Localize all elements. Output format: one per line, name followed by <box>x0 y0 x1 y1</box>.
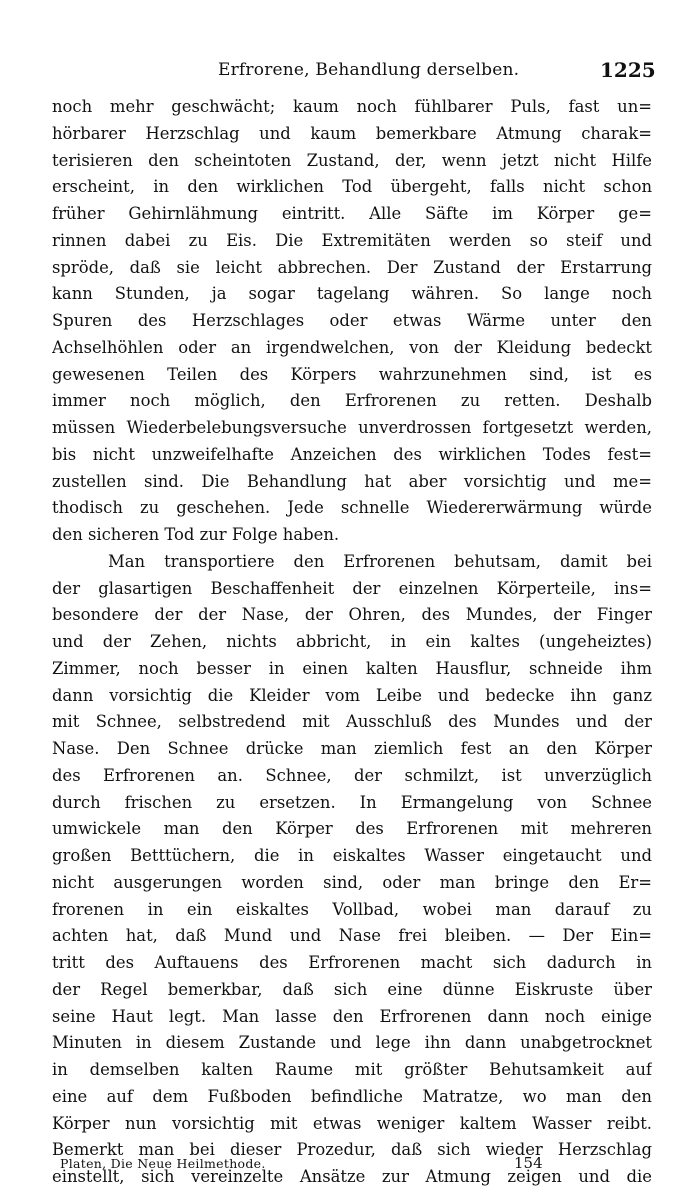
text-line: eine auf dem Fußboden befindliche Matratze, wo man den <box>52 1086 652 1106</box>
running-head-title: Erfrorene, Behandlung derselben. <box>218 60 520 80</box>
text-line: erscheint, in den wirklichen Tod übergeht, falls nicht schon <box>52 177 652 197</box>
text-line: Spuren des Herzschlages oder etwas Wärme unter den <box>52 311 652 330</box>
text-line: kann Stunden, ja sogar tagelang währen. So lange noch <box>52 284 652 304</box>
text-line: Körper nun vorsichtig mit etwas weniger kaltem Wasser reibt. <box>52 1113 652 1133</box>
text-line: mit Schnee, selbstredend mit Ausschluß des Mundes und der <box>52 712 652 732</box>
text-line: müssen Wiederbelebungsversuche unverdrossen fortgesetzt werden, <box>52 418 652 437</box>
text-line: früher Gehirnlähmung eintritt. Alle Säfte im Körper ge= <box>52 204 652 223</box>
text-line: immer noch möglich, den Erfrorenen zu retten. Deshalb <box>52 391 652 411</box>
text-line: in demselben kalten Raume mit größter Behutsamkeit auf <box>52 1060 652 1079</box>
text-line: durch frischen zu ersetzen. In Ermangelung von Schnee <box>52 792 652 812</box>
text-line: großen Betttüchern, die in eiskaltes Wasser eingetaucht und <box>52 846 652 865</box>
text-line: noch mehr geschwächt; kaum noch fühlbarer Puls, fast un= <box>52 97 652 116</box>
text-line: Zimmer, noch besser in einen kalten Hausflur, schneide ihm <box>52 658 652 678</box>
sheet-number: 154 <box>514 1154 543 1172</box>
text-line: bis nicht unzweifelhafte Anzeichen des wirklichen Todes fest= <box>52 444 652 464</box>
text-line: dann vorsichtig die Kleider vom Leibe und bedecke ihn ganz <box>52 685 652 705</box>
text-line: nicht ausgerungen worden sind, oder man bringe den Er= <box>52 872 652 892</box>
page-footer <box>0 1156 700 1180</box>
text-line: und der Zehen, nichts abbricht, in ein kaltes (ungeheiztes) <box>52 632 652 651</box>
text-line: zustellen sind. Die Behandlung hat aber vorsichtig und me= <box>52 471 652 491</box>
text-line: Achselhöhlen oder an irgendwelchen, von der Kleidung bedeckt <box>52 337 652 357</box>
paragraph-end-line: den sicheren Tod zur Folge haben. <box>52 525 340 544</box>
text-line: terisieren den scheintoten Zustand, der, wenn jetzt nicht Hilfe <box>52 150 652 170</box>
text-line: spröde, daß sie leicht abbrechen. Der Zustand der Erstarrung <box>52 257 652 277</box>
text-line: rinnen dabei zu Eis. Die Extremitäten werden so steif und <box>52 230 652 250</box>
text-line: frorenen in ein eiskaltes Vollbad, wobei man darauf zu <box>52 899 652 919</box>
text-line: der Regel bemerkbar, daß sich eine dünne Eiskruste über <box>52 979 652 999</box>
text-line: der glasartigen Beschaffenheit der einzelnen Körperteile, ins= <box>52 578 652 598</box>
text-line: tritt des Auftauens des Erfrorenen macht sich dadurch in <box>52 953 652 972</box>
text-line: seine Haut legt. Man lasse den Erfrorenen dann noch einige <box>52 1006 652 1026</box>
text-line: Minuten in diesem Zustande und lege ihn dann unabgetrocknet <box>52 1033 652 1053</box>
paragraph-start-line: Man transportiere den Erfrorenen behutsam, damit bei <box>108 551 652 571</box>
text-line: umwickele man den Körper des Erfrorenen mit mehreren <box>52 819 652 839</box>
text-line: hörbarer Herzschlag und kaum bemerkbare Atmung charak= <box>52 123 652 143</box>
text-line: achten hat, daß Mund und Nase frei bleiben. — Der Ein= <box>52 926 652 946</box>
running-header <box>0 58 700 86</box>
text-line: des Erfrorenen an. Schnee, der schmilzt, ist unverzüglich <box>52 765 652 785</box>
text-line: thodisch zu geschehen. Jede schnelle Wiedererwärmung würde <box>52 498 652 518</box>
signature-mark: Platen, Die Neue Heilmethode. <box>60 1156 266 1171</box>
text-line: einstellt, sich vereinzelte Ansätze zur Atmung zeigen und die <box>52 1167 652 1186</box>
page-number: 1225 <box>600 58 656 82</box>
text-line: gewesenen Teilen des Körpers wahrzunehmen sind, ist es <box>52 364 652 384</box>
text-line: Nase. Den Schnee drücke man ziemlich fest an den Körper <box>52 739 652 758</box>
body-text <box>52 94 652 1191</box>
text-line: besondere der der Nase, der Ohren, des Mundes, der Finger <box>52 605 652 625</box>
text-line: Bemerkt man bei dieser Prozedur, daß sich wieder Herzschlag <box>52 1140 652 1160</box>
